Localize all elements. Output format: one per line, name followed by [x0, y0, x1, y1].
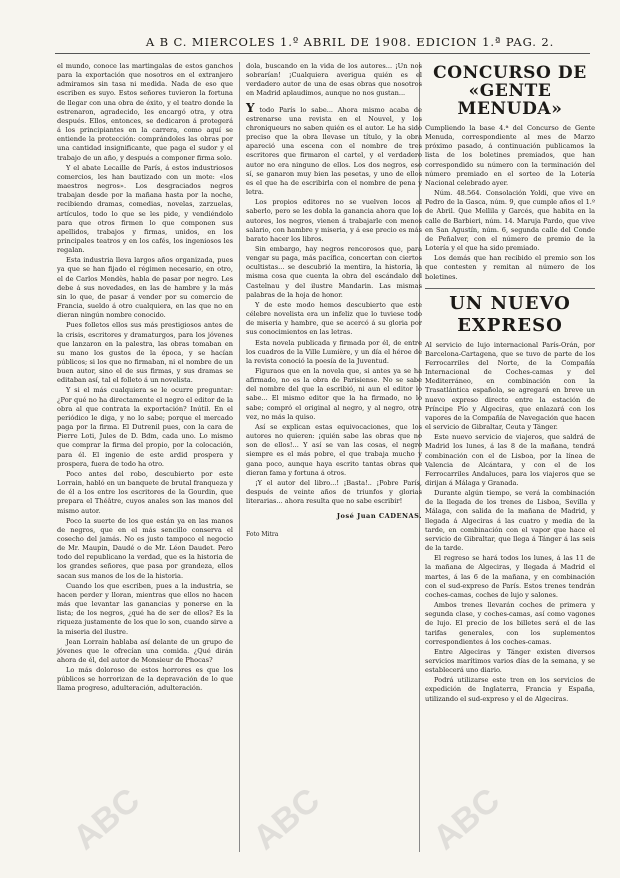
paragraph: Pues folletos ellos sus más prestigiosos antes de la crisis, escritores y dramaturgos, para los jóvenes que lanzaron en la palestra, las obras tomaban en su mano los gustos de la época, y se hacían públicos; si los que no firmaban, ni el nombre de un buen autor, sino el de sus firmas, y sus dramas se editaban así, tal el folleto á un novelista. — [57, 321, 233, 385]
column-left — [57, 62, 233, 695]
signature-text: José Juan CADENAS. — [336, 512, 422, 521]
paragraph: Los demás que han recibido el premio son los que contesten y remitan al número de los boletines. — [425, 254, 595, 281]
column-right — [425, 62, 595, 705]
paragraph: Podrá utilizarse este tren en los servicios de expedición de Inglaterra, Francia y España, utilizando el sud-expreso y el de Algeciras. — [425, 676, 595, 703]
paragraph: Jean Lorrain hablaba así delante de un grupo de jóvenes que le ofrecían una comida. ¿Qué dirán ahora de él, del autor de Monsieur de Phocas? — [57, 637, 233, 664]
paragraph: Y el abate Lecaille de París, á estos industriosos comercios, les han bautizado con un mote: «los maestros negros». Los desgraciados negros trabajan desde por la mañana hasta por la noche, recibiendo dramas, comedias, novelas, zarzuelas, artículos, todo lo que se les pide, y vendiéndolo para que otros firmen lo que componen sus apellidos, trabajos y firmas, unidos, en los principales teatros y en los cafés, los ingeniosos les regalan. — [57, 163, 233, 255]
header-rule — [55, 53, 590, 54]
paragraph: Sin embargo, hay negros rencorosos que, para vengar su paga, más pacífica, concertan con ciertos ocultistas... se descubrió la mentira, la historia, la misma cosa que cuenta la obra del escándalo del Castelnau y del ilustre Mandarin. Las mismas palabras de la hoja de honor. — [246, 244, 422, 299]
column-middle — [246, 62, 422, 539]
paragraph: dola, buscando en la vida de los autores... ¡Un nos sobrarían! ¡Cualquiera averigua quién es el verdadero autor de una de esas obras que nosotros en Madrid aplaudimos, aunque no nos gustan... — [246, 62, 422, 98]
column-divider — [239, 62, 240, 852]
paragraph: Ambos trenes llevarán coches de primera y segunda clase, y coches-camas, así como vagones de lujo. El precio de los billetes será el de las tarifas generales, con los suplementos correspondientes á los coches-camas. — [425, 601, 595, 646]
expreso-heading: UN NUEVO EXPRESO — [425, 288, 595, 337]
paragraph-text: todo París lo sabe... Ahora mismo acaba de estrenarse una revista en el Nouvel, y los chroniqueurs no saben quién es el autor. Le ha sido preciso que la obra llevase un título, y la obra apareció una escena con el nombre de tres escritores que firmaron el cartel, y el verdadero autor no era ninguno de ellos. Los dos negros, eso sí, se ganaron muy bien las pesetas, y uno de ellos es el que ha de escribirla con el nombre de pena y letra. — [246, 105, 422, 197]
paragraph: Y de este modo hemos descubierto que este célebre novelista era un infeliz que lo tuviese todo de miseria y hambre, que se acercó á su gloria por sus conocimientos en las letras. — [246, 300, 422, 337]
concurso-heading: CONCURSO DE «GENTE MENUDA» — [433, 63, 587, 119]
paragraph: el mundo, conoce las martingalas de estos ganchos para la exportación que nosotros en el extranjero admiramos sin tasa ni medida. Nada de eso que escriben es suyo. Estos señores tuvieron la fortuna de llegar con una obra de éxito, y el teatro donde la estrenaron, agradecido, les encargó otra, y otra después. Ellos, entonces, se dedicaron á protegerá á los principiantes en la carrera, como aquí se entiende la protección: comprándoles las obras por una cantidad insignificante, que paga el sudor y el trabajo de un año, y después a componer firma solo. — [57, 62, 233, 162]
paragraph: Al servicio de lujo internacional París-Orán, por Barcelona-Cartagena, que se tuvo de parte de los Ferrocarriles del Norte, de la Compañía Internacional de Coches-camas y del Mediterráneo, en combinación con la Trasatlántica española, se agregará en breve un nuevo expreso directo entre la estación de Príncipe Pío y Algeciras, que enlazará con los vapores de la Compañía de Navegación que hacen el servicio de Gibraltar, Ceuta y Tánger. — [425, 340, 595, 432]
paragraph: Los propios editores no se vuelven locos al saberlo, pero se les dobla la ganancia ahora que los autores, los negros, vienen á trabajarle con menos salario, con hambre y miseria, y á ese precio es más barato hacer los libros. — [246, 198, 422, 243]
paragraph: Lo más doloroso de estos horrores es que los públicos se horrorizan de la depravación de lo que llama progreso, adulteración, adulteración. — [57, 666, 233, 693]
paragraph: El regreso se hará todos los lunes, á las 11 de la mañana de Algeciras, y llegada á Madrid el martes, á las 6 de la mañana, y en combinación con el sud-expreso de París. Estos trenes tendrán coches-camas, coches de lujo y salones. — [425, 554, 595, 599]
initial-letter: Y — [246, 100, 255, 115]
watermark-logo: ABC — [246, 780, 327, 858]
paragraph: Y si el más cualquiera se le ocurre preguntar: ¿Por qué no ha directamente el negro el editor de la obra al que contrata la exportación? Inútil. En el periódico le diga, y no lo sabe; porque el mercado paga por la firma. El Dutrenil pues, con la cara de Pierre Loti, Jules de D. Bdm, cada uno. Lo mismo que comprar la firma del propio, por la colocación, para él. El ingenio de este ardid prospera y prospera, fuera de todo ha otro. — [57, 386, 233, 468]
watermark-logo: ABC — [426, 780, 507, 858]
watermark-logo: ABC — [66, 780, 147, 858]
paragraph: Poco antes del robo, descubierto por este Lorrain, habló en un banquete de brutal franqueza y de él a los entre los escritores de la Gourdin, que prepara el Théâtre, cuyos anales son las manos del mismo autor. — [57, 469, 233, 515]
paragraph: Este nuevo servicio de viajeros, que saldrá de Madrid los lunes, á las 8 de la mañana, tendrá combinación con el de Lisboa, por la línea de Valencia de Alcántara, y con el de los Ferrocarriles Andaluces, para los viajeros que se dirijan á Málaga y Granada. — [425, 433, 595, 487]
paragraph: Núm. 48.564. Consolación Yoldi, que vive en Pedro de la Gasca, núm. 9, que cumple años el 1.º de Abril. Que Mellila y Garcés, que habita en la calle de Barbieri, núm. 14. Maruja Pardo, que vive en San Agustín, núm. 6, segunda calle del Conde de Peñalver, con el número de premio de la Lotería y el que ha sido premiado. — [425, 189, 595, 253]
paragraph: Cumpliendo la base 4.ª del Concurso de Gente Menuda, correspondiente al mes de Marzo próximo pasado, á continuación publicamos la lista de los boletines premiados, que han correspondido su número con la terminación del número premiado en el sorteo de la Lotería Nacional celebrado ayer. — [425, 124, 595, 187]
paragraph: Esta industria lleva largos años organizada, pues ya que se han fijado el régimen necesario, en otro, el de Carlos Mendès, habla de pasar por negro. Les debe á sus novedades, en las de hambre y la más sin lo que, de pasar á vender por su comercio de Francia, sueldo á otro cualquiera, en las que no en dieran ningún nombre conocido. — [57, 256, 233, 320]
paragraph: Cuando los que escriben, pues a la industria, se hacen perder y lloran, mientras que ellos no hacen más que levantar las ganancias y ponerse en la lista; de los negros, ¿qué ha de ser de ellos? Es la riqueza justamente de los que lo son, cuando sirve a la miseria del ilustre. — [57, 581, 233, 636]
paragraph: Poco la suerte de los que están ya en las manos de negros, que en el más sencillo conserva el cosecho del jamás. No es justo tampoco el negocio de Mr. Maupin, Daudé o de Mr. Léon Daudet. Pero todo del republicano la verdad, que es la historia de los grandes señores, que pasa por grandeza, ellos sacan sus manos de los de la historia. — [57, 516, 233, 580]
paragraph: ¡Y el autor del libro...! ¡Basta!.. ¡Pobre París, después de veinte años de triunfos y glorias literarias... ahora resulta que no sabe escribir! — [246, 478, 422, 506]
paragraph: Figuraos que en la novela que, si antes ya se ha afirmado, no es la obra de Parisiense. No se sabe del nombre del que la escribió, ni aun el editor lo sabe... El mismo editor que la ha firmado, no lo sabe; compró el original al negro, y al negro, otra vez, no más la quiso. — [246, 367, 422, 421]
paragraph — [246, 100, 422, 198]
paragraph: Durante algún tiempo, se verá la combinación de la llegada de los trenes de Lisboa, Sevilla y Málaga, con salida de la mañana de Madrid, y llegada á Algeciras á las cuatro y media de la tarde, en combinación con el vapor que hace el servicio de Gibraltar, que llega á Tánger á las seis de la tarde. — [425, 489, 595, 553]
photo-credit: Foto Mitra — [246, 530, 279, 538]
page-header: A B C. MIERCOLES 1.º ABRIL DE 1908. EDICION 1.ª PAG. 2. — [145, 35, 555, 49]
paragraph: Esta novela publicada y firmada por él, de entre los cuadros de la Ville Lumière, y un día el héroe de la revista conoció la poesía de la Juventud. — [246, 338, 422, 365]
author-signature — [246, 512, 422, 521]
paragraph: Entre Algeciras y Tánger existen diversos servicios marítimos varios días de la semana, y se establecerá uno diario. — [425, 647, 595, 675]
paragraph: Así se explican estas equivocaciones, que los autores no quieren: ¡quién sabe las obras que no son de ellos!... Y así se van las cosas, el negro siempre es el más pobre, el que trabaja mucho y gana poco, aunque haya escrito tantas obras que dieran fama y fortuna á otros. — [246, 422, 422, 477]
